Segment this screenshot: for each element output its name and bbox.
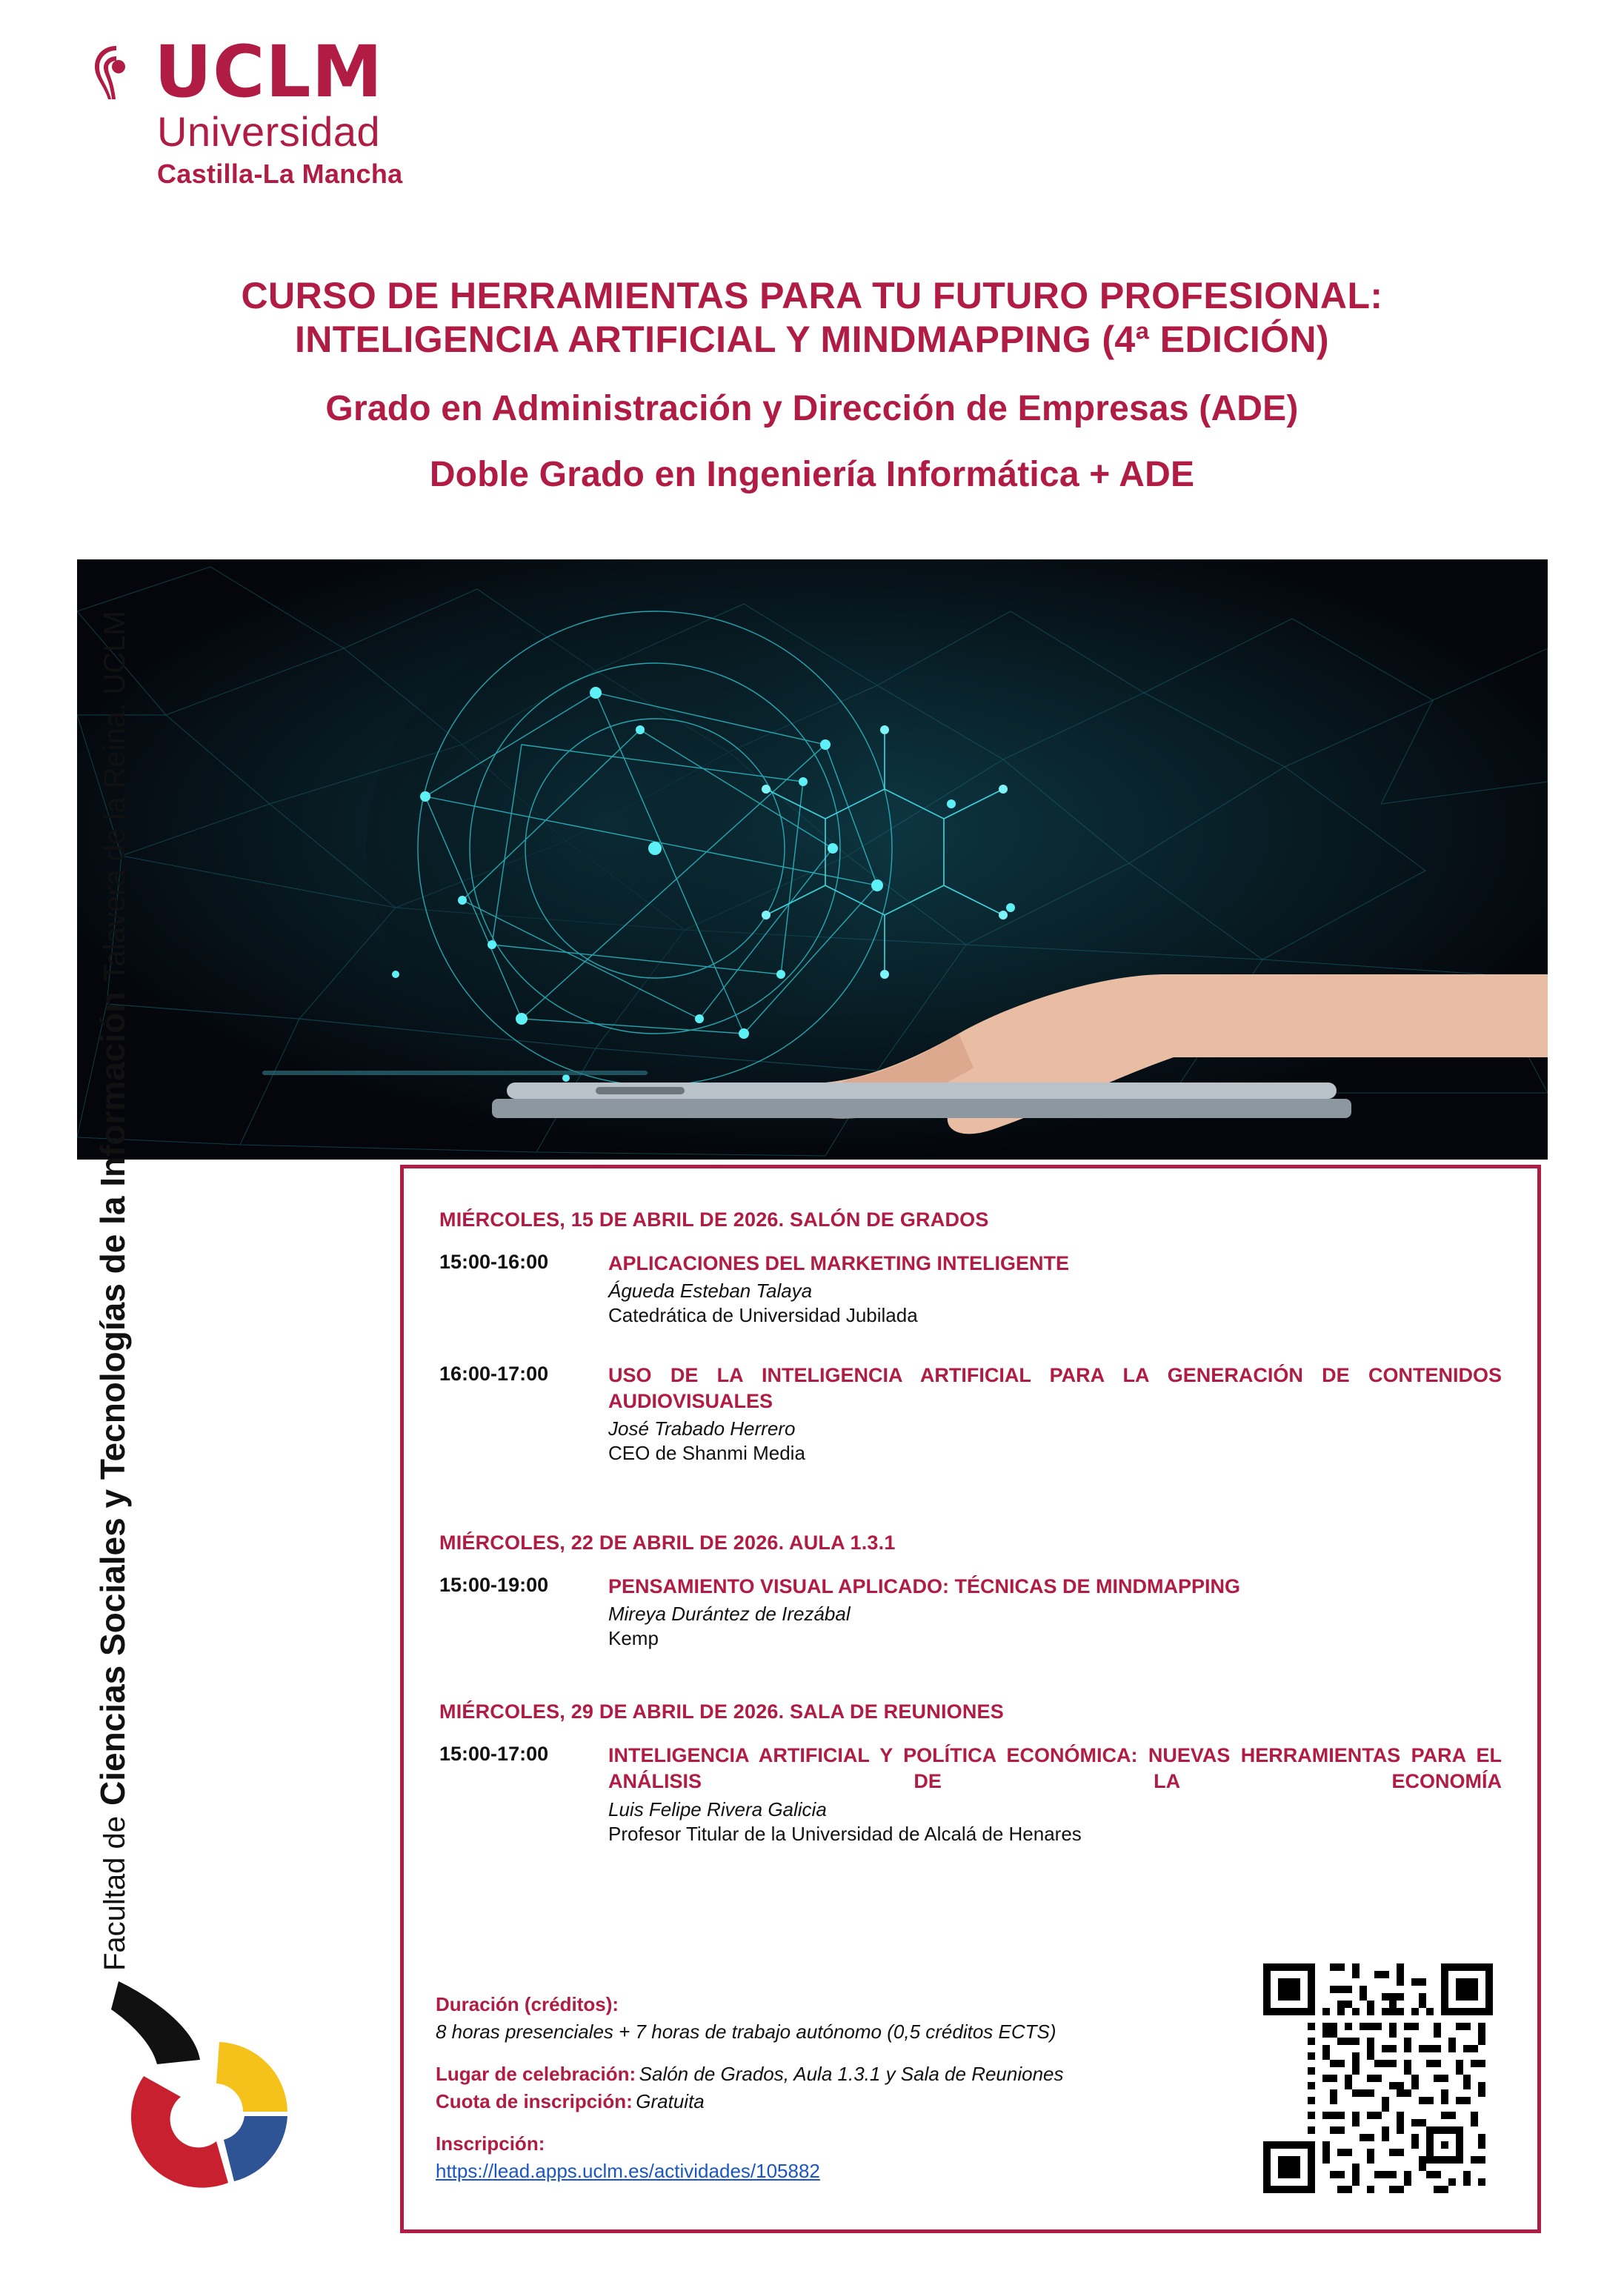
session-role: Catedrática de Universidad Jubilada [608, 1304, 918, 1327]
course-info [436, 1993, 1251, 2202]
registration-block [436, 2132, 1251, 2183]
faculty-prefix: Facultad de [99, 1815, 131, 1971]
faculty-vertical-text [70, 611, 293, 1993]
fee-label: Cuota de inscripción: [436, 2090, 633, 2112]
session-row [439, 1363, 1502, 1465]
fee-value: Gratuita [636, 2090, 705, 2112]
session-speaker: Luis Felipe Rivera Galicia [608, 1798, 827, 1820]
faculty-campus: Talavera de la Reina. UCLM [99, 611, 131, 982]
place-block [436, 2063, 1251, 2113]
session-title: USO DE LA INTELIGENCIA ARTIFICIAL PARA LA GENERACIÓN DE CONTENIDOS AUDIOVISUALES [608, 1364, 1502, 1413]
uclm-acronym: UCLM [154, 30, 384, 113]
place-label: Lugar de celebración: [436, 2063, 636, 2085]
registration-label: Inscripción: [436, 2132, 545, 2155]
session-title: APLICACIONES DEL MARKETING INTELIGENTE [608, 1252, 1070, 1274]
duration-value: 8 horas presenciales + 7 horas de trabajo autónomo (0,5 créditos ECTS) [436, 2021, 1056, 2043]
session-row [439, 1251, 1502, 1327]
course-title-line2: INTELIGENCIA ARTIFICIAL Y MINDMAPPING (4ª EDICIÓN) [295, 319, 1329, 360]
session-role: CEO de Shanmi Media [608, 1442, 805, 1465]
program-day-heading: MIÉRCOLES, 29 DE ABRIL DE 2026. SALA DE REUNIONES [439, 1700, 1004, 1723]
registration-link[interactable]: https://lead.apps.uclm.es/actividades/105882 [436, 2160, 820, 2182]
session-row [439, 1743, 1502, 1845]
session-speaker: Águeda Esteban Talaya [608, 1280, 813, 1303]
uclm-universidad-label: Universidad [157, 108, 381, 156]
duration-label: Duración (créditos): [436, 1993, 619, 2015]
session-role: Profesor Titular de la Universidad de Alcalá de Henares [608, 1822, 1082, 1845]
session-title: INTELIGENCIA ARTIFICIAL Y POLÍTICA ECONÓMICA: NUEVAS HERRAMIENTAS PARA EL ANÁLISIS DE LA ECONOMÍA [608, 1744, 1502, 1793]
place-row [436, 2063, 1251, 2086]
session-role: Kemp [608, 1627, 659, 1650]
program-day-heading: MIÉRCOLES, 15 DE ABRIL DE 2026. SALÓN DE GRADOS [439, 1208, 989, 1231]
uclm-logo [89, 30, 548, 190]
session-speaker: José Trabado Herrero [608, 1417, 796, 1440]
qr-code-inscripcion[interactable] [1263, 1963, 1493, 2193]
session-row [439, 1574, 1502, 1650]
neural-network-illustration [77, 559, 1548, 1160]
session-title: PENSAMIENTO VISUAL APLICADO: TÉCNICAS DE MINDMAPPING [608, 1575, 1241, 1598]
program-day-heading: MIÉRCOLES, 22 DE ABRIL DE 2026. AULA 1.3.1 [439, 1532, 896, 1554]
faculty-logo-icon [89, 1971, 326, 2215]
uclm-logo-row [89, 30, 548, 113]
duration-block [436, 1993, 1251, 2043]
course-title-line1: CURSO DE HERRAMIENTAS PARA TU FUTURO PROFESIONAL: [241, 275, 1383, 316]
session-time: 16:00-17:00 [439, 1363, 549, 1386]
hero-image [77, 559, 1548, 1160]
place-value: Salón de Grados, Aula 1.3.1 y Sala de Reuniones [639, 2063, 1064, 2085]
poster-headings [0, 274, 1624, 495]
session-time: 15:00-19:00 [439, 1574, 549, 1597]
session-speaker: Mireya Durántez de Irezábal [608, 1603, 851, 1626]
faculty-name: Ciencias Sociales y Tecnologías de la Información [93, 991, 132, 1806]
degree-ade: Grado en Administración y Dirección de Empresas (ADE) [325, 389, 1299, 428]
uclm-region-label: Castilla-La Mancha [157, 159, 403, 190]
fee-row [436, 2090, 1251, 2113]
session-time: 15:00-16:00 [439, 1251, 549, 1273]
uclm-radio-icon [89, 41, 144, 104]
degree-double: Doble Grado en Ingeniería Informática + ADE [429, 455, 1195, 494]
session-time: 15:00-17:00 [439, 1743, 549, 1766]
